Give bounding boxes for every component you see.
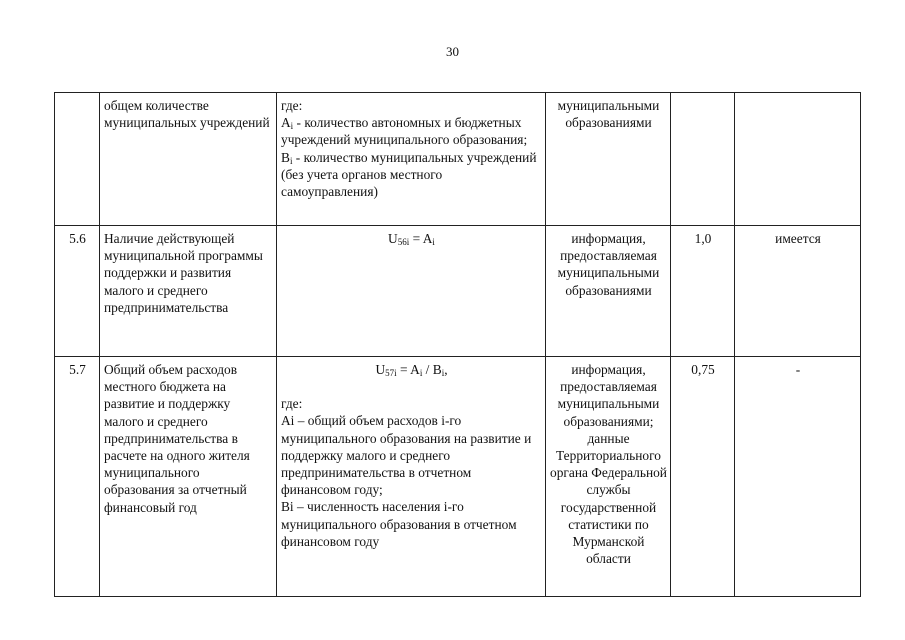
formula-a-definition: Ai – общий объем расходов i-го муниципального образования на развитие и поддержку малого и среднего предпринимательства в отчетном финансовом году; [281,413,532,498]
table-row [55,93,861,226]
formula-cell [277,226,546,357]
formula-cell [277,357,546,597]
source-cell: информация, предоставляемая муниципальными образованиями; данные Территориального органа Федеральной службы государственной статистики по Мурманской области [546,357,671,597]
formula-b-definition: $B_i$ - количество муниципальных учреждений (без учета органов местного самоуправления) [281,149,537,200]
formula-where: где: [281,98,303,113]
value-cell: имеется [735,226,861,357]
weight-cell [671,93,735,226]
page-number: 30 [446,44,459,59]
row-number: 5.6 [55,226,100,357]
source-cell: муниципальными образованиями [546,93,671,226]
weight-cell: 1,0 [671,226,735,357]
indicator-cell: Наличие действующей муниципальной программы поддержки и развития малого и среднего предпринимательства [100,226,277,357]
row-number [55,93,100,226]
row-number: 5.7 [55,357,100,597]
table-row [55,357,861,597]
value-cell: - [735,357,861,597]
table-row [55,226,861,357]
value-cell [735,93,861,226]
formula-a-definition: $A_i$ - количество автономных и бюджетных учреждений муниципального образования; [281,115,528,148]
formula-cell [277,93,546,226]
indicators-table [54,92,861,597]
indicator-cell: общем количестве муниципальных учреждений [100,93,277,226]
formula-b-definition: Bi – численность населения i-го муниципального образования в отчетном финансовом году [281,499,517,549]
formula-expression: $U_{57i} = A_i / B_i$, [375,362,448,378]
formula-expression: $U_{56i} = A_i$ [388,231,435,247]
indicator-cell: Общий объем расходов местного бюджета на развитие и поддержку малого и среднего предпринимательства в расчете на одного жителя муниципального образования за отчетный финансовый год [100,357,277,597]
weight-cell: 0,75 [671,357,735,597]
source-cell: информация, предоставляемая муниципальными образованиями [546,226,671,357]
formula-where: где: [281,396,303,412]
